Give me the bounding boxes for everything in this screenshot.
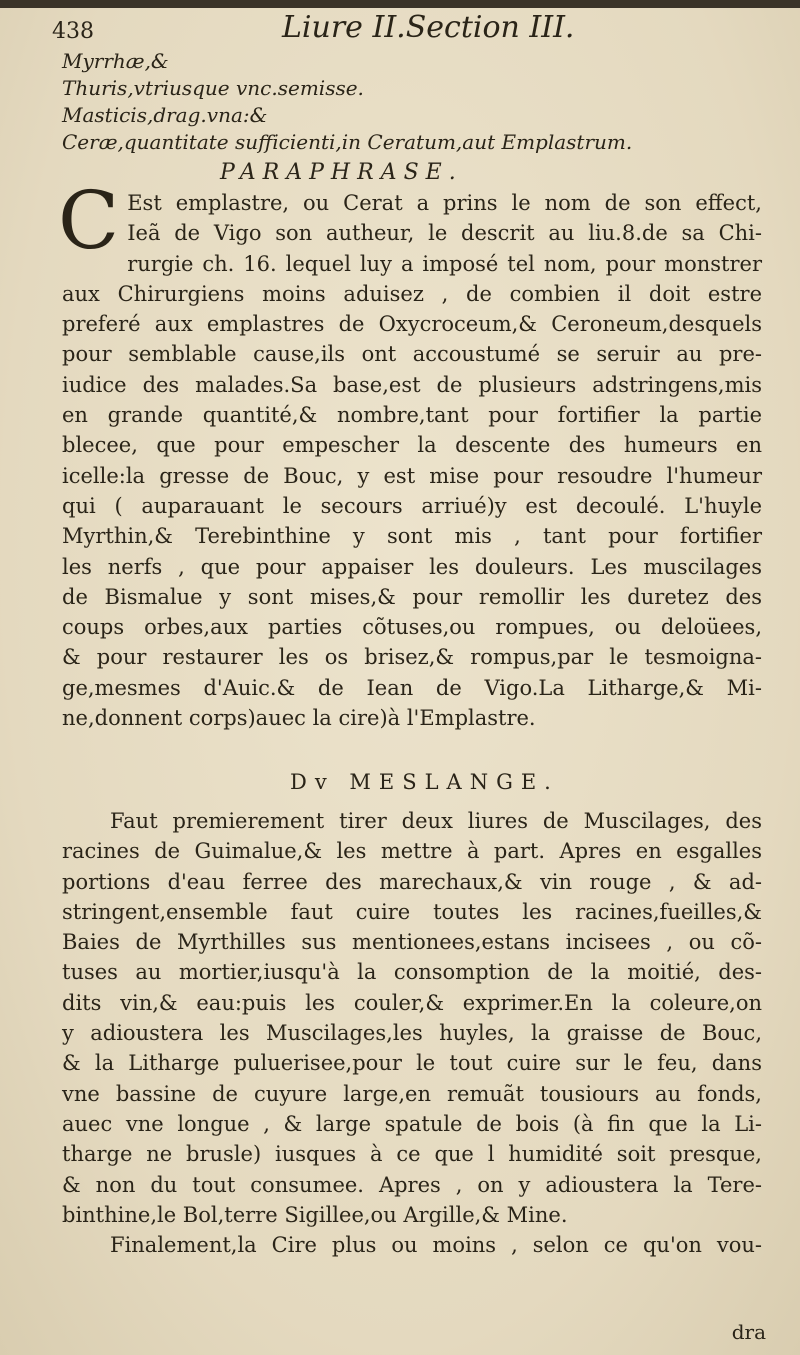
text-line: portions d'eau ferree des marechaux,& vin rouge , & ad-: [62, 869, 762, 894]
recipe-line: Masticis,drag.vna:&: [62, 103, 268, 127]
text-line: preferé aux emplastres de Oxycroceum,& Ceroneum,desquels: [62, 312, 762, 337]
text-line: blecee, que pour empescher la descente des humeurs en: [62, 433, 762, 458]
recipe-lines: [62, 48, 770, 156]
text-line: Baies de Myrthilles sus mentionees,estans incisees , ou cõ-: [62, 930, 762, 955]
text-line: auec vne longue , & large spatule de bois (à fin que la Li-: [62, 1111, 762, 1136]
text-line: Ieã de Vigo son autheur, le descrit au liu.8.de sa Chi-: [127, 221, 762, 246]
text-line: rurgie ch. 16. lequel luy a imposé tel nom, pour monstrer: [127, 251, 762, 276]
page-header: [52, 10, 776, 46]
text-line: vne bassine de cuyure large,en remuãt tousiours au fonds,: [62, 1081, 762, 1106]
catchword: dra: [731, 1320, 766, 1344]
text-line: les nerfs , que pour appaiser les douleurs. Les muscilages: [62, 554, 762, 579]
text-line: binthine,le Bol,terre Sigillee,ou Argille,& Mine.: [62, 1202, 568, 1227]
text-line: & la Litharge puluerisee,pour le tout cuire sur le feu, dans: [62, 1051, 762, 1076]
text-line: dits vin,& eau:puis les couler,& exprimer.En la coleure,on: [62, 990, 762, 1015]
text-line: tharge ne brusle) iusques à ce que l humidité soit presque,: [62, 1142, 762, 1167]
scan-edge: [0, 0, 800, 8]
text-line: iudice des malades.Sa base,est de plusieurs adstringens,mis: [62, 372, 762, 397]
text-line: Faut premierement tirer deux liures de Muscilages, des: [110, 809, 762, 833]
paragraph-1: [58, 174, 762, 733]
text-line: stringent,ensemble faut cuire toutes les racines,fueilles,&: [62, 899, 762, 924]
text-line: pour semblable cause,ils ont accoustumé se seruir au pre-: [62, 342, 762, 367]
paraphrase-title: PARAPHRASE.: [220, 160, 463, 185]
text-line: & pour restaurer les os brisez,& rompus,par le tesmoigna-: [62, 645, 762, 670]
text-line: tuses au mortier,iusqu'à la consomption de la moitié, des-: [62, 960, 762, 985]
text-line: icelle:la gresse de Bouc, y est mise pour resoudre l'humeur: [62, 463, 762, 488]
text-line: Finalement,la Cire plus ou moins , selon ce qu'on vou-: [110, 1233, 762, 1258]
text-line: C Est emplastre, ou Cerat a prins le nom de son effect,: [58, 174, 762, 267]
text-line: y adioustera les Muscilages,les huyles, la graisse de Bouc,: [62, 1021, 762, 1046]
running-title: Liure II.Section III.: [282, 10, 575, 45]
recipe-line: Thuris,vtriusque vnc.semisse.: [62, 76, 364, 100]
drop-cap: C: [58, 174, 120, 267]
text-line: coups orbes,aux parties cõtuses,ou rompues, ou deloüees,: [62, 615, 762, 640]
text-line: aux Chirurgiens moins aduisez , de combien il doit estre: [62, 281, 762, 306]
text-line: & non du tout consumee. Apres , on y adioustera la Tere-: [62, 1172, 762, 1197]
text-line: ne,donnent corps)auec la cire)à l'Emplastre.: [62, 706, 536, 731]
text-line: en grande quantité,& nombre,tant pour fortifier la partie: [62, 403, 762, 428]
section-heading: Dv MESLANGE.: [290, 770, 559, 794]
text-line: racines de Guimalue,& les mettre à part. Apres en esgalles: [62, 839, 762, 864]
text-line: qui ( auparauant le secours arriué)y est decoulé. L'huyle: [62, 493, 762, 518]
text-line: Myrthin,& Terebinthine y sont mis , tant pour fortifier: [62, 524, 762, 549]
page-number: 438: [52, 19, 94, 44]
recipe-line: Ceræ,quantitate sufficienti,in Ceratum,aut Emplastrum.: [62, 130, 633, 154]
text-line: ge,mesmes d'Auic.& de Iean de Vigo.La Litharge,& Mi-: [62, 675, 762, 700]
text-line: de Bismalue y sont mises,& pour remollir les duretez des: [62, 584, 762, 609]
paragraph-2: [62, 806, 762, 1260]
recipe-line: Myrrhæ,&: [62, 49, 169, 73]
